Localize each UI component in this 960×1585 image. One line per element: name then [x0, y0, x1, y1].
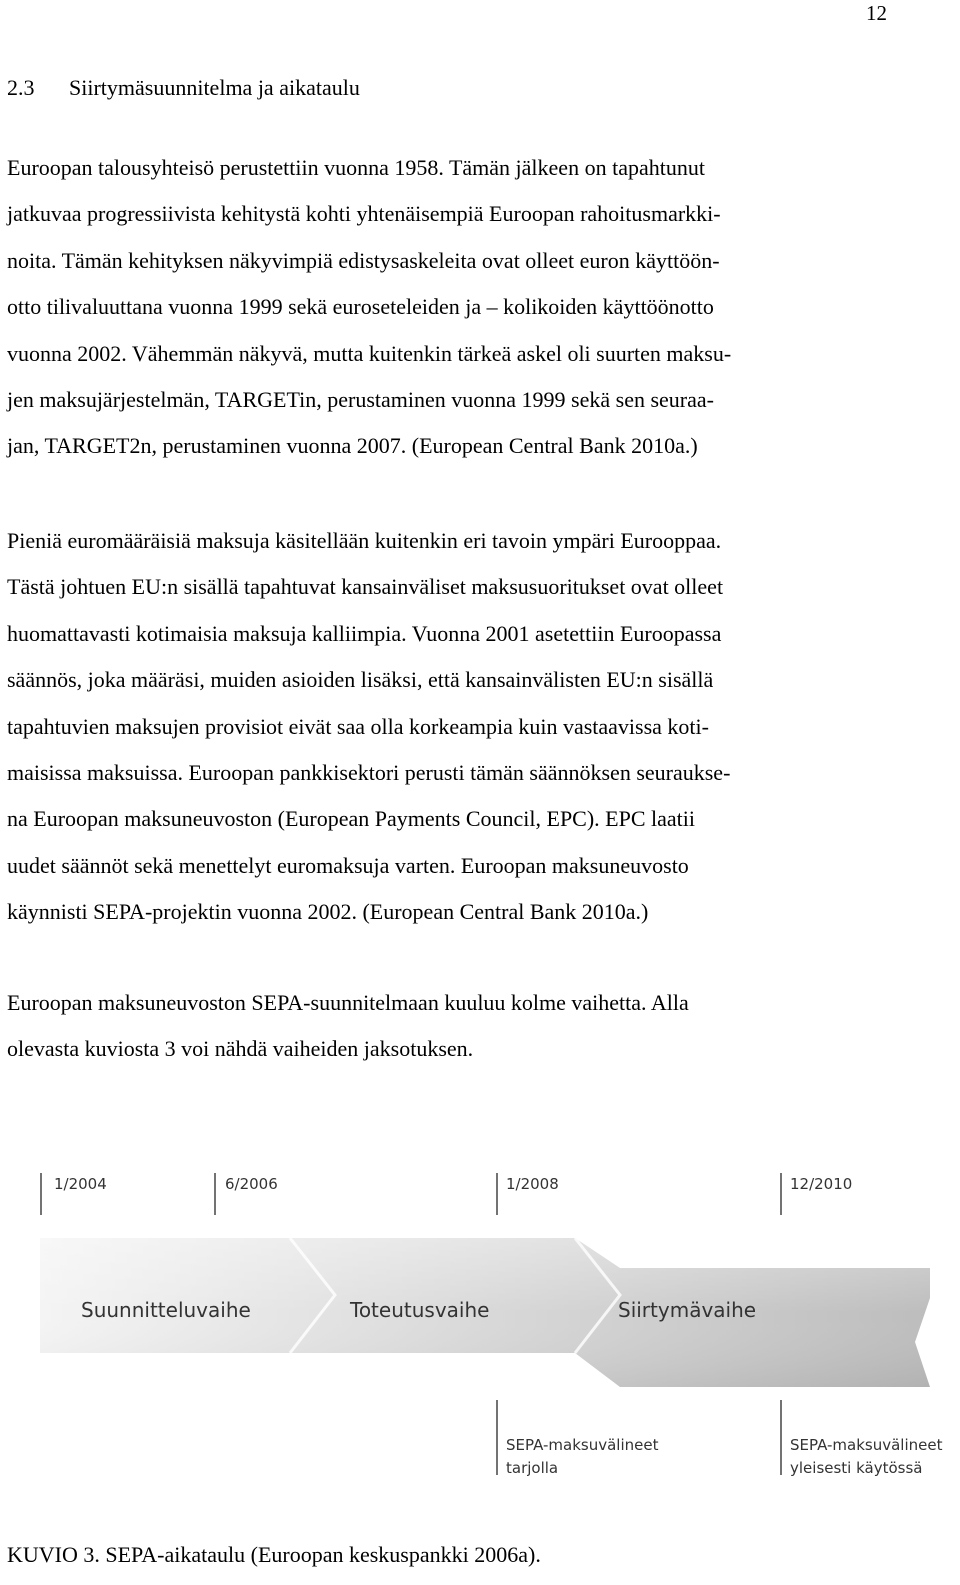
- text-line: otto tilivaluuttana vuonna 1999 sekä euroseteleiden ja – kolikoiden käyttöönotto: [7, 294, 714, 320]
- section-heading: [7, 75, 360, 101]
- date-label: 1/2004: [54, 1175, 107, 1193]
- paragraph-1: [7, 145, 912, 470]
- text-line: olevasta kuviosta 3 voi nähdä vaiheiden jaksotuksen.: [7, 1036, 474, 1062]
- text-line: maisissa maksuissa. Euroopan pankkisektori perusti tämän säännöksen seuraukse-: [7, 760, 731, 786]
- text-line: jan, TARGET2n, perustaminen vuonna 2007. (European Central Bank 2010a.): [7, 433, 698, 459]
- text-line: huomattavasti kotimaisia maksuja kalliimpia. Vuonna 2001 asetettiin Euroopassa: [7, 620, 722, 646]
- page-number: 12: [866, 1, 887, 25]
- text-line: jatkuvaa progressiivista kehitystä kohti yhtenäisempiä Euroopan rahoitusmarkki-: [7, 201, 721, 227]
- figure-caption: KUVIO 3. SEPA-aikataulu (Euroopan keskuspankki 2006a).: [7, 1542, 541, 1567]
- date-label: 12/2010: [790, 1175, 853, 1193]
- stage-label: Toteutusvaihe: [350, 1298, 490, 1322]
- text-line: na Euroopan maksuneuvoston (European Payments Council, EPC). EPC laatii: [7, 806, 696, 832]
- text-line: jen maksujärjestelmän, TARGETin, perustaminen vuonna 1999 sekä sen seuraa-: [7, 387, 714, 413]
- date-label: 6/2006: [225, 1175, 278, 1193]
- text-line: Euroopan talousyhteisö perustettiin vuonna 1958. Tämän jälkeen on tapahtunut: [7, 155, 705, 180]
- milestone-note-line2: yleisesti käytössä: [790, 1459, 923, 1477]
- milestone-note-line1: SEPA-maksuvälineet: [790, 1436, 943, 1454]
- text-line: käynnisti SEPA-projektin vuonna 2002. (European Central Bank 2010a.): [7, 899, 649, 925]
- text-line: Euroopan maksuneuvoston SEPA-suunnitelmaan kuuluu kolme vaihetta. Alla: [7, 990, 689, 1015]
- stage-label: Suunnitteluvaihe: [81, 1298, 251, 1322]
- text-line: Pieniä euromääräisiä maksuja käsitellään kuitenkin eri tavoin ympäri Eurooppaa.: [7, 528, 722, 553]
- text-line: noita. Tämän kehityksen näkyvimpiä edistysaskeleita ovat olleet euron käyttöön-: [7, 247, 720, 273]
- date-label: 1/2008: [506, 1175, 559, 1193]
- milestone-note-line2: tarjolla: [506, 1459, 559, 1477]
- milestone-note-line1: SEPA-maksuvälineet: [506, 1436, 659, 1454]
- text-line: tapahtuvien maksujen provisiot eivät saa olla korkeampia kuin vastaavissa koti-: [7, 713, 709, 739]
- text-line: Tästä johtuen EU:n sisällä tapahtuvat kansainväliset maksusuoritukset ovat olleet: [7, 574, 724, 600]
- section-number: 2.3: [7, 75, 35, 100]
- paragraph-3: [7, 980, 912, 1073]
- paragraph-2: [7, 518, 912, 936]
- stage-label: Siirtymävaihe: [618, 1298, 757, 1322]
- text-line: vuonna 2002. Vähemmän näkyvä, mutta kuitenkin tärkeä askel oli suurten maksu-: [7, 340, 732, 366]
- sepa-timeline-figure: [0, 1165, 960, 1495]
- timeline-svg: [0, 1165, 960, 1495]
- section-title: Siirtymäsuunnitelma ja aikataulu: [69, 75, 360, 100]
- text-line: uudet säännöt sekä menettelyt euromaksuja varten. Euroopan maksuneuvosto: [7, 852, 689, 878]
- text-line: säännös, joka määräsi, muiden asioiden lisäksi, että kansainvälisten EU:n sisällä: [7, 667, 714, 693]
